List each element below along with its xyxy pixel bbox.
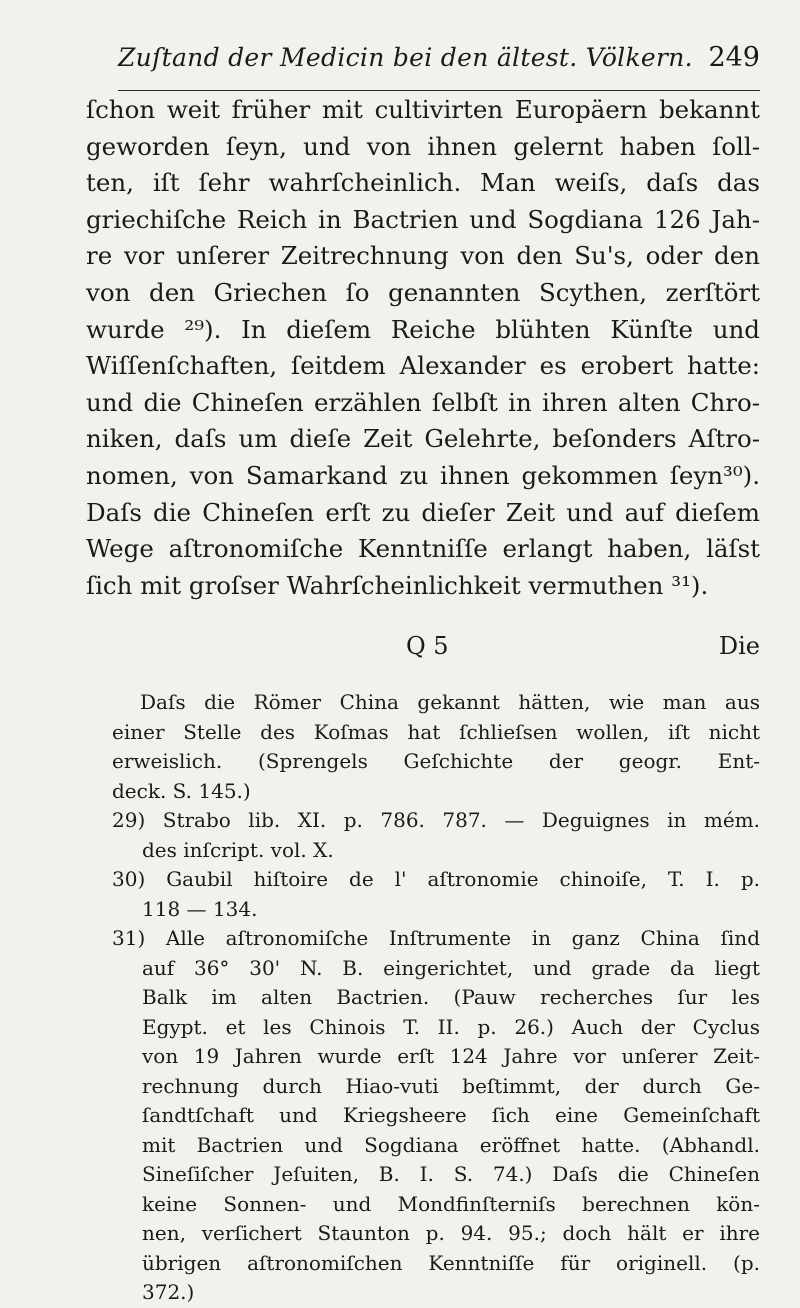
footnote-line: 29) Strabo lib. XI. p. 786. 787. — Deguignes in mém. xyxy=(112,808,760,832)
text-line: Daſs die Chineſen erſt zu dieſer Zeit und auf dieſem xyxy=(86,497,760,527)
main-text xyxy=(86,92,760,604)
signature-mark: Q 5 xyxy=(406,632,449,660)
footnote-line: Daſs die Römer China gekannt hätten, wie man aus xyxy=(140,690,760,714)
footnote-line: 30) Gaubil hiſtoire de l' aſtronomie chinoiſe, T. I. p. xyxy=(112,867,760,891)
footnote-line: Balk im alten Bactrien. (Pauw recherches ſur les xyxy=(142,985,760,1009)
footnote-line: nen, verſichert Staunton p. 94. 95.; doch hält er ihre xyxy=(142,1221,760,1245)
footnote-line: keine Sonnen- und Mondfinſterniſs berechnen kön- xyxy=(142,1191,760,1216)
text-line: re vor unſerer Zeitrechnung von den Su's, oder den xyxy=(86,241,760,271)
text-line: niken, daſs um dieſe Zeit Gelehrte, beſonders Aſtro- xyxy=(86,424,760,454)
text-line: ſich mit groſser Wahrſcheinlichkeit vermuthen ³¹). xyxy=(86,570,709,600)
footnote-line: 372.) xyxy=(142,1280,195,1304)
footnote-line: auf 36° 30' N. B. eingerichtet, und grade da liegt xyxy=(142,955,760,980)
footnote-line: Sineſiſcher Jeſuiten, B. I. S. 74.) Daſs die Chineſen xyxy=(142,1162,760,1186)
footnote-line: des inſcript. vol. X. xyxy=(142,837,334,862)
footnotes xyxy=(112,688,760,1308)
footnote-line: deck. S. 145.) xyxy=(112,778,251,803)
text-line: wurde ²⁹). In dieſem Reiche blühten Künſte und xyxy=(86,314,760,344)
footnote-line: 31) Alle aſtronomiſche Inſtrumente in ganz China ſind xyxy=(112,926,760,950)
text-line: ten, iſt ſehr wahrſcheinlich. Man weiſs, daſs das xyxy=(86,168,760,198)
footnote-line: erweislich. (Sprengels Geſchichte der geogr. Ent- xyxy=(112,749,760,773)
footnote-line: rechnung durch Hiao-vuti beſtimmt, der durch Ge- xyxy=(142,1073,760,1098)
text-line: Wiſſenſchaften, ſeitdem Alexander es erobert hatte: xyxy=(86,351,760,381)
signature-row xyxy=(86,632,760,672)
text-line: griechiſche Reich in Bactrien und Sogdiana 126 Jah- xyxy=(86,204,760,234)
text-line: nomen, von Samarkand zu ihnen gekommen ſeyn³⁰). xyxy=(86,460,760,490)
page-number: 249 xyxy=(708,42,760,73)
footnote-line: übrigen aſtronomiſchen Kenntniſſe für originell. (p. xyxy=(142,1250,760,1275)
running-header xyxy=(118,42,760,91)
footnote-line: Egypt. et les Chinois T. II. p. 26.) Auch der Cyclus xyxy=(142,1014,760,1039)
text-line: geworden ſeyn, und von ihnen gelernt haben ſoll- xyxy=(86,131,760,161)
footnote-line: mit Bactrien und Sogdiana eröffnet hatte. (Abhandl. xyxy=(142,1132,760,1157)
footnote-line: 118 — 134. xyxy=(142,896,258,921)
footnote-line: von 19 Jahren wurde erſt 124 Jahre vor unſerer Zeit- xyxy=(142,1044,760,1068)
footnote-line: einer Stelle des Koſmas hat ſchlieſsen wollen, iſt nicht xyxy=(112,719,760,744)
running-title: Zuſtand der Medicin bei den ältest. Völkern. xyxy=(118,43,693,72)
catchword: Die xyxy=(718,632,760,660)
footnote-line: ſandtſchaft und Kriegsheere ſich eine Gemeinſchaft xyxy=(142,1103,760,1127)
text-line: ſchon weit früher mit cultivirten Europäern bekannt xyxy=(86,95,760,124)
text-line: von den Griechen ſo genannten Scythen, zerſtört xyxy=(86,277,760,307)
text-line: Wege aſtronomiſche Kenntniſſe erlangt haben, läſst xyxy=(86,534,760,564)
text-line: und die Chineſen erzählen ſelbſt in ihren alten Chro- xyxy=(86,387,760,417)
